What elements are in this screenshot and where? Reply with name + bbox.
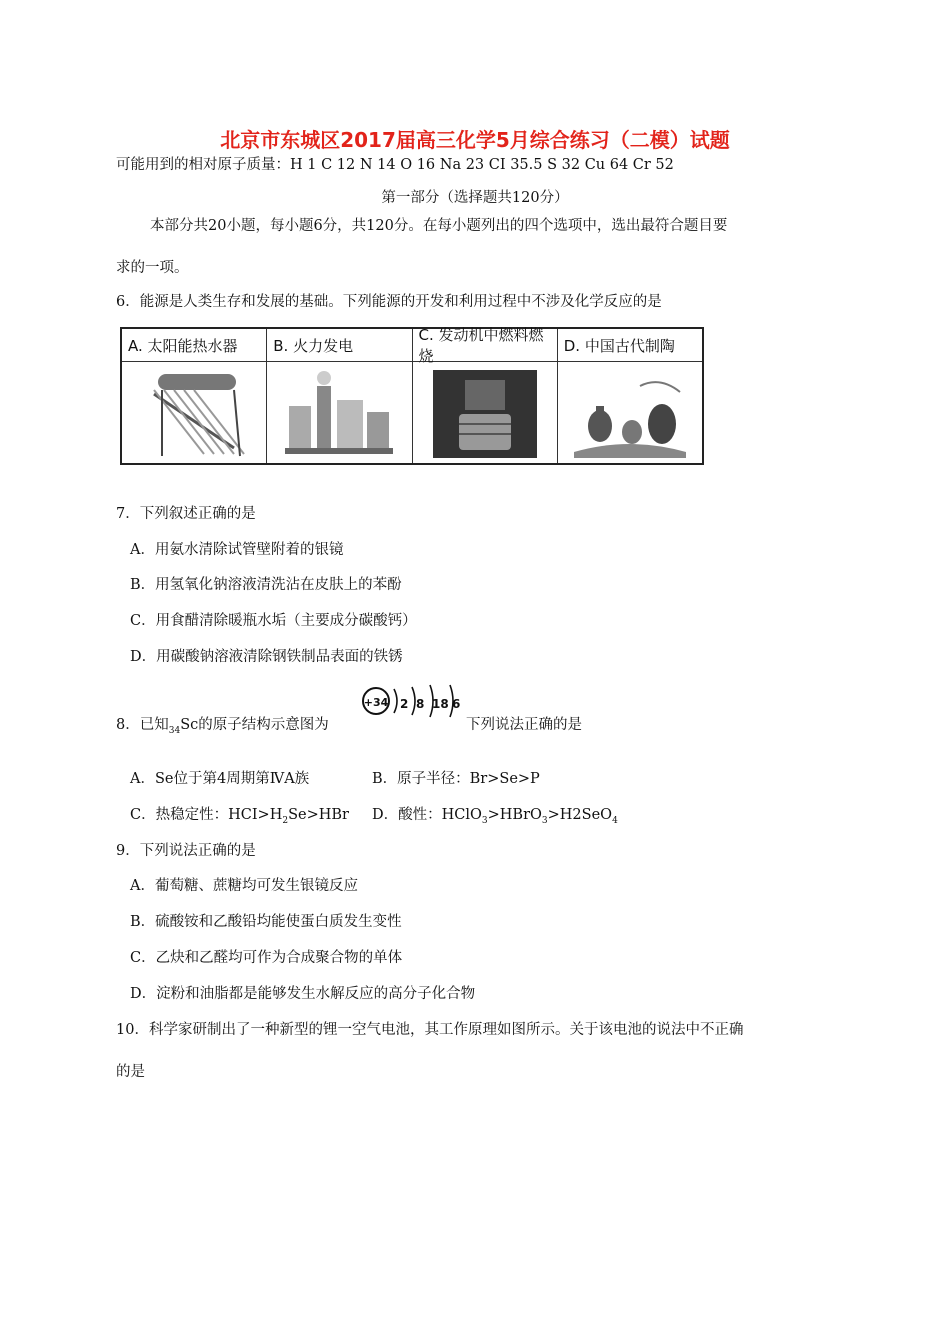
atom-shell-4: 6: [452, 697, 461, 711]
question-7-option-b: B．用氢氧化钠溶液清洗沾在皮肤上的苯酚: [130, 577, 402, 593]
question-6-stem: 6．能源是人类生存和发展的基础。下列能源的开发和利用过程中不涉及化学反应的是: [116, 294, 662, 310]
atom-nucleus: +34: [363, 696, 389, 709]
atom-structure-diagram: [356, 681, 466, 721]
option-c-label: C. 发动机中燃料燃烧: [413, 329, 557, 362]
option-b-label: B. 火力发电: [267, 329, 411, 362]
engine-combustion-icon: [425, 366, 545, 460]
question-8-option-c: C．热稳定性：$HCI>H_2Se>HBr$: [130, 807, 349, 826]
option-d-cell: [558, 329, 702, 463]
part-heading: 第一部分（选择题共120分）: [381, 190, 569, 206]
question-7-stem: 7．下列叙述正确的是: [116, 506, 256, 522]
question-8-option-b: B．原子半径：Br>Se>P: [372, 771, 540, 787]
solar-water-heater-icon: [134, 366, 254, 460]
question-7-option-c: C．用食醋清除暖瓶水垢（主要成分碳酸钙）: [130, 613, 417, 629]
option-a-label: A. 太阳能热水器: [122, 329, 266, 362]
thermal-power-plant-icon: [279, 366, 399, 460]
question-9-option-c: C．乙炔和乙醛均可作为合成聚合物的单体: [130, 950, 403, 966]
question-10-stem-line-2: 的是: [116, 1064, 145, 1080]
question-9-stem: 9．下列说法正确的是: [116, 843, 256, 859]
question-8-option-a: A．Se位于第4周期第ⅣA族: [130, 771, 310, 787]
question-8-stem-start: 8．已知$_{34}$Sc的原子结构示意图为: [116, 717, 329, 736]
question-7-option-d: D．用碳酸钠溶液清除钢铁制品表面的铁锈: [130, 649, 403, 665]
page-title: 北京市东城区2017届高三化学5月综合练习（二模）试题: [220, 128, 730, 152]
instruction-line-1: 本部分共20小题，每小题6分，共120分。在每小题列出的四个选项中，选出最符合题目要: [150, 218, 728, 234]
atom-shell-1: 2: [400, 697, 409, 711]
option-b-cell: [267, 329, 412, 463]
question-8-option-d: D．酸性：HClO$_3$>HBrO$_3$>H2SeO$_4$: [372, 807, 618, 826]
instruction-line-2: 求的一项。: [116, 260, 189, 276]
atom-shell-3: 18: [432, 697, 449, 711]
atom-shell-2: 8: [416, 697, 425, 711]
option-a-cell: [122, 329, 267, 463]
option-d-label: D. 中国古代制陶: [558, 329, 702, 362]
question-9-option-b: B．硫酸铵和乙酸铅均能使蛋白质发生变性: [130, 914, 402, 930]
question-9-option-d: D．淀粉和油脂都是能够发生水解反应的高分子化合物: [130, 986, 476, 1002]
ancient-pottery-icon: [570, 366, 690, 460]
question-8-stem-end: 下列说法正确的是: [466, 717, 582, 733]
question-7-option-a: A．用氨水清除试管壁附着的银镜: [130, 542, 344, 558]
atomic-masses: 可能用到的相对原子质量：H 1 C 12 N 14 O 16 Na 23 CI 35.5 S 32 Cu 64 Cr 52: [116, 157, 674, 173]
question-9-option-a: A．葡萄糖、蔗糖均可发生银镜反应: [130, 878, 358, 894]
option-c-cell: [413, 326, 558, 463]
question-10-stem-line-1: 10．科学家研制出了一种新型的锂一空气电池，其工作原理如图所示。关于该电池的说法中不正确: [116, 1022, 744, 1038]
question-6-options-table: [120, 327, 704, 465]
